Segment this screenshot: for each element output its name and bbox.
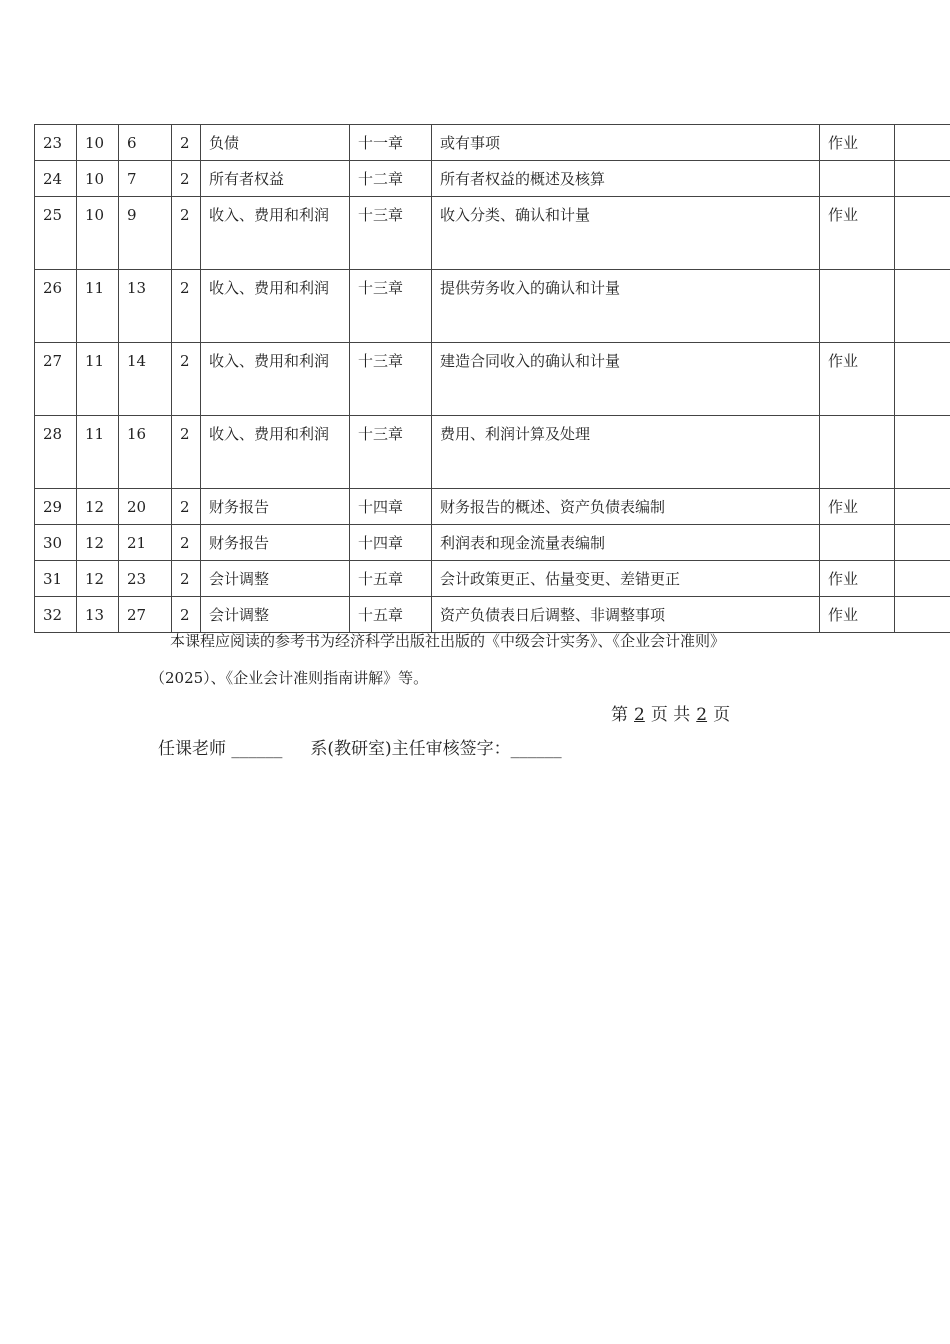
cell-chapter: 十五章 <box>350 597 432 633</box>
cell-session-no: 27 <box>35 343 77 416</box>
cell-remark <box>895 561 950 597</box>
cell-session-no: 23 <box>35 125 77 161</box>
cell-content: 提供劳务收入的确认和计量 <box>432 270 820 343</box>
page-number <box>611 700 730 725</box>
cell-topic: 负债 <box>201 125 350 161</box>
table-row <box>35 343 950 416</box>
cell-content: 收入分类、确认和计量 <box>432 197 820 270</box>
table-row <box>35 489 950 525</box>
cell-remark <box>895 270 950 343</box>
cell-topic: 会计调整 <box>201 561 350 597</box>
cell-session-no: 32 <box>35 597 77 633</box>
cell-assignment <box>820 161 895 197</box>
table-row <box>35 197 950 270</box>
page-prefix: 第 <box>611 705 628 725</box>
cell-session-no: 29 <box>35 489 77 525</box>
total-pages: 2 <box>696 705 708 725</box>
cell-chapter: 十五章 <box>350 561 432 597</box>
page-suffix: 页 <box>713 705 731 725</box>
table-row <box>35 270 950 343</box>
cell-week: 12 <box>77 525 119 561</box>
cell-assignment: 作业 <box>820 489 895 525</box>
table-row <box>35 416 950 489</box>
cell-hours: 2 <box>172 270 201 343</box>
cell-hours: 2 <box>172 161 201 197</box>
cell-content: 费用、利润计算及处理 <box>432 416 820 489</box>
cell-remark <box>895 416 950 489</box>
cell-chapter: 十三章 <box>350 343 432 416</box>
cell-remark <box>895 161 950 197</box>
cell-assignment: 作业 <box>820 125 895 161</box>
cell-chapter: 十二章 <box>350 161 432 197</box>
cell-content: 资产负债表日后调整、非调整事项 <box>432 597 820 633</box>
cell-content: 所有者权益的概述及核算 <box>432 161 820 197</box>
cell-hours: 2 <box>172 489 201 525</box>
cell-assignment: 作业 <box>820 597 895 633</box>
cell-week: 12 <box>77 561 119 597</box>
cell-session-no: 30 <box>35 525 77 561</box>
schedule-table-body <box>35 125 950 633</box>
director-signature: 系(教研室)主任审核签字：______ <box>310 739 562 759</box>
cell-day: 13 <box>119 270 172 343</box>
cell-day: 21 <box>119 525 172 561</box>
cell-content: 财务报告的概述、资产负债表编制 <box>432 489 820 525</box>
cell-topic: 所有者权益 <box>201 161 350 197</box>
cell-day: 14 <box>119 343 172 416</box>
schedule-table <box>34 124 950 633</box>
cell-remark <box>895 525 950 561</box>
cell-hours: 2 <box>172 597 201 633</box>
cell-hours: 2 <box>172 125 201 161</box>
cell-week: 10 <box>77 161 119 197</box>
cell-week: 13 <box>77 597 119 633</box>
signature-line <box>158 734 562 759</box>
cell-chapter: 十四章 <box>350 489 432 525</box>
cell-topic: 财务报告 <box>201 489 350 525</box>
cell-topic: 收入、费用和利润 <box>201 343 350 416</box>
table-row <box>35 125 950 161</box>
cell-day: 9 <box>119 197 172 270</box>
cell-chapter: 十一章 <box>350 125 432 161</box>
cell-week: 11 <box>77 416 119 489</box>
reference-note-line1: 本课程应阅读的参考书为经济科学出版社出版的《中级会计实务》、《企业会计准则》 <box>170 632 726 650</box>
cell-remark <box>895 489 950 525</box>
cell-topic: 收入、费用和利润 <box>201 270 350 343</box>
cell-remark <box>895 343 950 416</box>
reference-note-line2: （2025）、《企业会计准则指南讲解》等。 <box>150 669 429 687</box>
cell-hours: 2 <box>172 525 201 561</box>
cell-remark <box>895 125 950 161</box>
cell-day: 27 <box>119 597 172 633</box>
cell-hours: 2 <box>172 197 201 270</box>
cell-chapter: 十三章 <box>350 197 432 270</box>
cell-assignment <box>820 525 895 561</box>
cell-topic: 收入、费用和利润 <box>201 197 350 270</box>
cell-session-no: 31 <box>35 561 77 597</box>
cell-remark <box>895 597 950 633</box>
page-middle: 页 共 <box>650 705 691 725</box>
cell-hours: 2 <box>172 416 201 489</box>
table-row <box>35 525 950 561</box>
cell-day: 7 <box>119 161 172 197</box>
cell-hours: 2 <box>172 343 201 416</box>
cell-week: 10 <box>77 125 119 161</box>
cell-topic: 收入、费用和利润 <box>201 416 350 489</box>
cell-session-no: 26 <box>35 270 77 343</box>
cell-assignment: 作业 <box>820 561 895 597</box>
cell-week: 11 <box>77 343 119 416</box>
cell-assignment: 作业 <box>820 197 895 270</box>
cell-day: 23 <box>119 561 172 597</box>
cell-content: 会计政策更正、估量变更、差错更正 <box>432 561 820 597</box>
cell-remark <box>895 197 950 270</box>
cell-chapter: 十三章 <box>350 416 432 489</box>
cell-day: 16 <box>119 416 172 489</box>
cell-assignment <box>820 416 895 489</box>
cell-chapter: 十四章 <box>350 525 432 561</box>
cell-day: 6 <box>119 125 172 161</box>
cell-week: 12 <box>77 489 119 525</box>
cell-content: 建造合同收入的确认和计量 <box>432 343 820 416</box>
table-row <box>35 161 950 197</box>
cell-week: 11 <box>77 270 119 343</box>
cell-chapter: 十三章 <box>350 270 432 343</box>
cell-session-no: 25 <box>35 197 77 270</box>
cell-session-no: 24 <box>35 161 77 197</box>
cell-assignment <box>820 270 895 343</box>
table-row <box>35 561 950 597</box>
cell-day: 20 <box>119 489 172 525</box>
cell-assignment: 作业 <box>820 343 895 416</box>
current-page: 2 <box>634 705 645 725</box>
cell-content: 利润表和现金流量表编制 <box>432 525 820 561</box>
table-row <box>35 597 950 633</box>
cell-hours: 2 <box>172 561 201 597</box>
cell-content: 或有事项 <box>432 125 820 161</box>
cell-week: 10 <box>77 197 119 270</box>
cell-session-no: 28 <box>35 416 77 489</box>
teacher-signature: 任课老师 ______ <box>158 739 283 759</box>
cell-topic: 会计调整 <box>201 597 350 633</box>
cell-topic: 财务报告 <box>201 525 350 561</box>
